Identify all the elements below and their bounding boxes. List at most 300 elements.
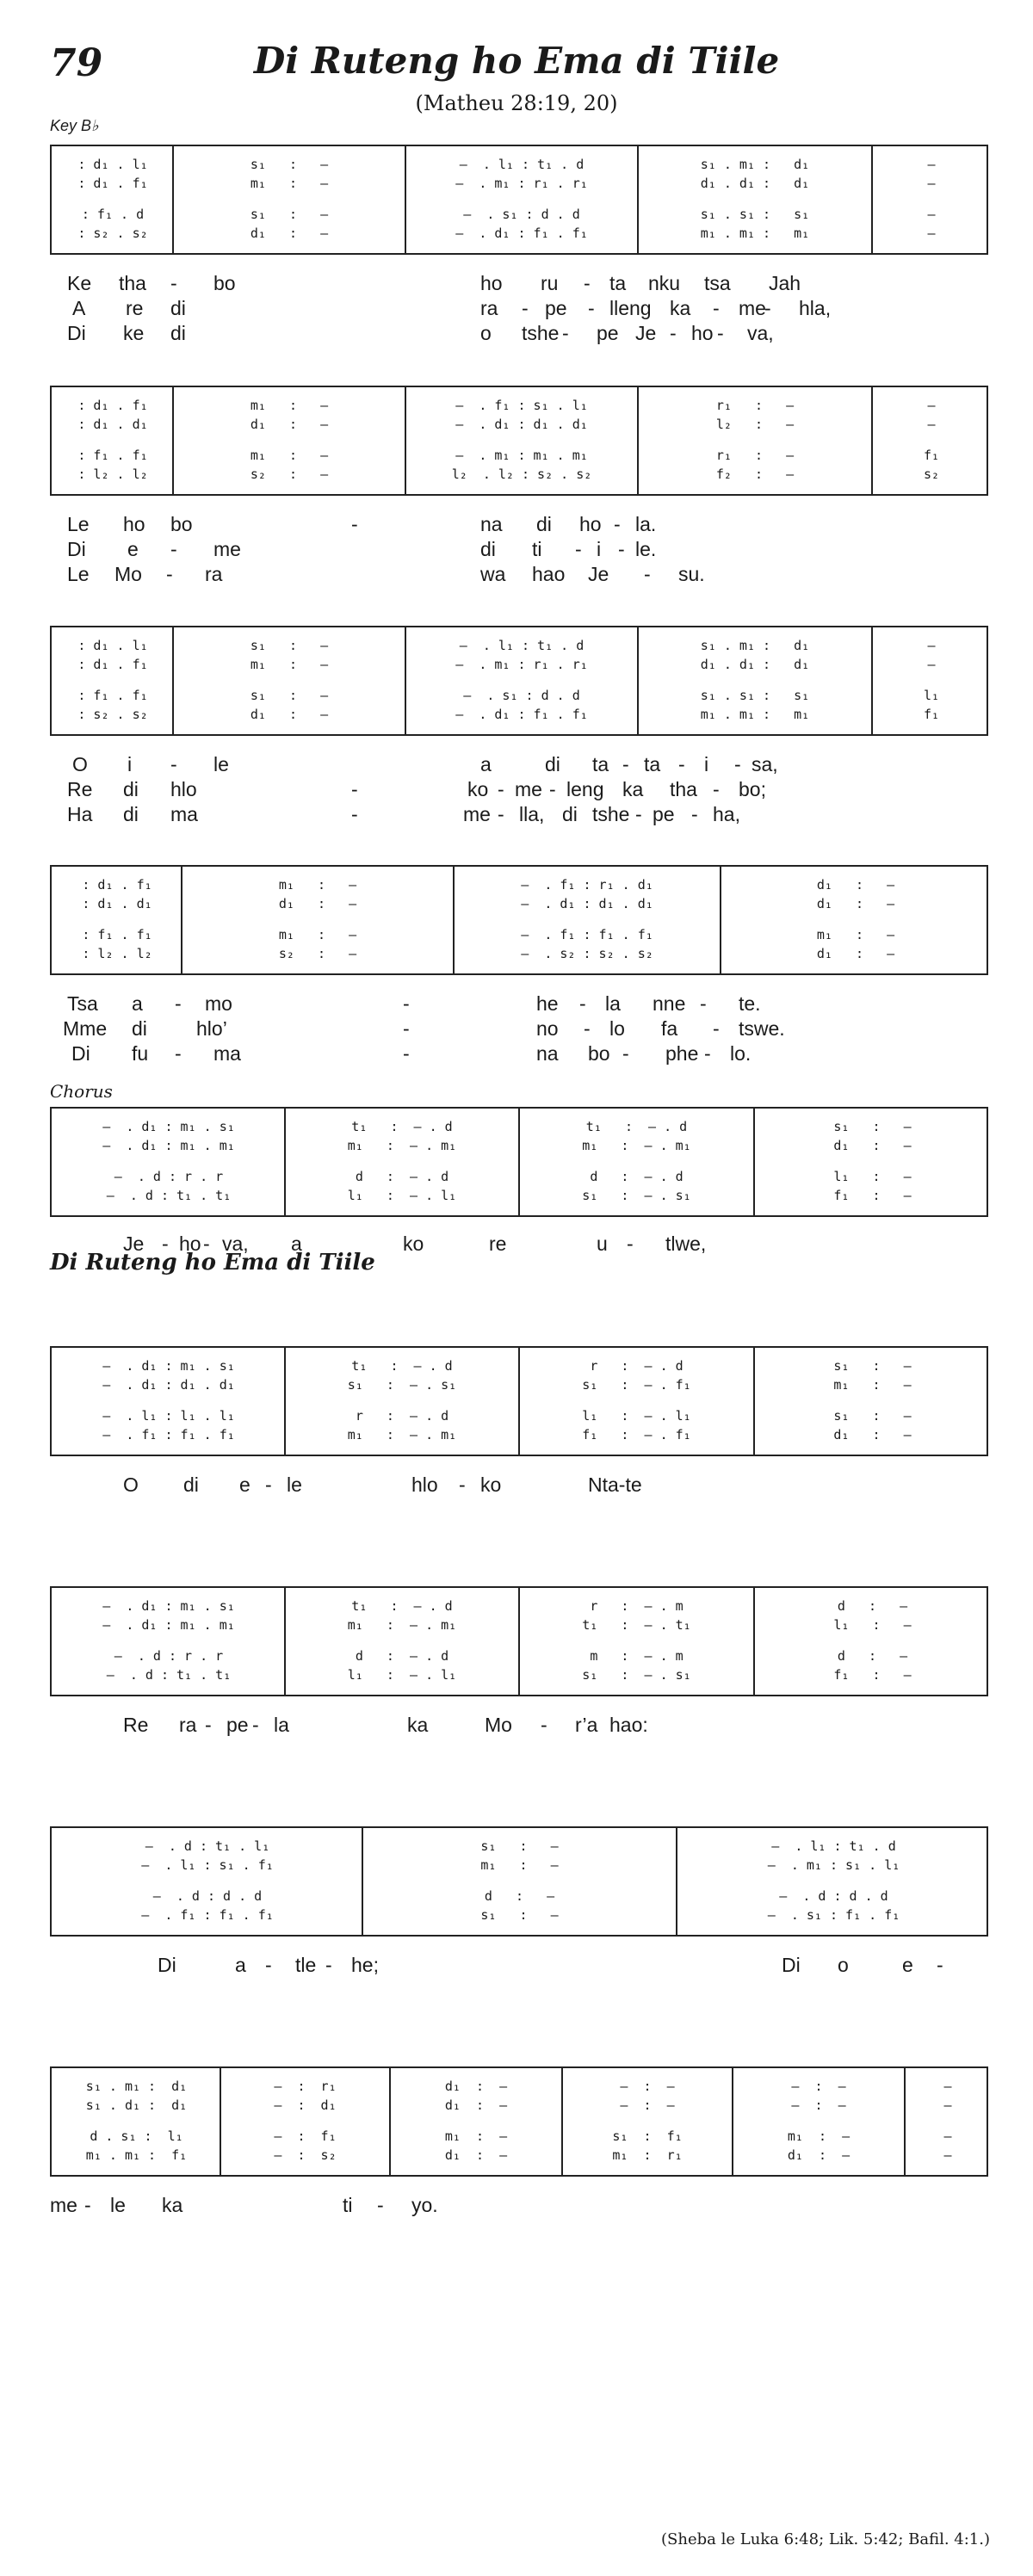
measure bbox=[637, 446, 871, 465]
measure bbox=[561, 2127, 732, 2146]
measure bbox=[52, 2096, 220, 2115]
lyric-syllable: - bbox=[351, 513, 358, 535]
solfa-notes: f₂ : — bbox=[715, 466, 795, 482]
solfa-notes: m₁ . m₁ : m₁ bbox=[700, 707, 810, 722]
lyric-syllable: di bbox=[183, 1473, 199, 1496]
solfa-notes: l₁ : — bbox=[833, 1617, 912, 1633]
bass-part bbox=[52, 2146, 987, 2165]
lyric-syllable: di bbox=[123, 778, 139, 800]
solfa-notes: d₁ . d₁ : d₁ bbox=[700, 657, 810, 672]
solfa-notes: f₁ : – . f₁ bbox=[582, 1427, 691, 1442]
lyric-syllable: - bbox=[170, 272, 177, 294]
lyric-syllable: - bbox=[265, 1473, 272, 1496]
lyric-syllable: tle bbox=[295, 1954, 317, 1976]
measure bbox=[52, 1665, 284, 1684]
lyric-syllable: ha, bbox=[713, 803, 740, 825]
lyric-syllable: la. bbox=[635, 513, 657, 535]
solfa-notes: s₁ : — bbox=[833, 1408, 912, 1424]
lyric-syllable: Di bbox=[782, 1954, 801, 1976]
measure bbox=[52, 2146, 220, 2165]
measure bbox=[389, 2127, 561, 2146]
solfa-notes: : s₂ . s₂ bbox=[77, 225, 148, 241]
lyric-syllable: tshe bbox=[522, 322, 560, 344]
solfa-notes: – . d : t₁ . t₁ bbox=[106, 1188, 232, 1203]
solfa-notes: s₁ : f₁ bbox=[612, 2128, 683, 2144]
lyric-syllable: phe bbox=[665, 1042, 699, 1065]
lyric-syllable: me bbox=[515, 778, 542, 800]
lyric-syllable: - bbox=[584, 272, 591, 294]
lyric-syllable: nku bbox=[648, 272, 681, 294]
lyric-syllable: ta bbox=[644, 753, 661, 775]
lyric-syllable: fu bbox=[132, 1042, 149, 1065]
measure bbox=[637, 465, 871, 484]
solfa-notes: — bbox=[927, 176, 936, 191]
lyric-syllable: su. bbox=[678, 563, 705, 585]
lyric-line bbox=[50, 322, 988, 347]
measure bbox=[52, 415, 172, 434]
solfa-notes: d₁ : — bbox=[833, 1138, 912, 1153]
lyric-syllable: i bbox=[597, 538, 602, 560]
measure bbox=[52, 1356, 284, 1375]
tenor-part bbox=[52, 1887, 987, 1906]
solfa-notes: t₁ : – . d bbox=[351, 1358, 453, 1374]
measure bbox=[172, 396, 405, 415]
lyric-syllable: - bbox=[635, 803, 642, 825]
lyric-syllable: - bbox=[459, 1473, 466, 1496]
lyric-syllable: - bbox=[170, 753, 177, 775]
solfa-notes: r₁ : — bbox=[715, 448, 795, 463]
soprano-part bbox=[52, 396, 987, 415]
measure bbox=[405, 205, 637, 224]
measure bbox=[181, 944, 453, 963]
measure bbox=[52, 705, 172, 724]
measure bbox=[405, 465, 637, 484]
solfa-notes: d₁ . d₁ : d₁ bbox=[700, 176, 810, 191]
lyric-syllable: - bbox=[713, 297, 720, 319]
measure bbox=[52, 1186, 284, 1205]
lyric-syllable: - bbox=[377, 2194, 384, 2216]
solfa-notes: — bbox=[927, 225, 936, 241]
lyric-syllable: - bbox=[627, 1232, 634, 1255]
solfa-notes: – . l₁ : l₁ . l₁ bbox=[102, 1408, 235, 1424]
measure bbox=[52, 1136, 284, 1155]
lyric-syllable: - bbox=[588, 297, 595, 319]
lyric-line bbox=[50, 563, 988, 588]
solfa-notes: – . m₁ : r₁ . r₁ bbox=[455, 176, 588, 191]
solfa-notes: d₁ : — bbox=[444, 2147, 508, 2163]
measure bbox=[871, 396, 990, 415]
measure bbox=[52, 1425, 284, 1444]
lyrics-block bbox=[50, 992, 988, 1067]
lyric-syllable: hao: bbox=[609, 1714, 648, 1736]
measure bbox=[518, 1665, 753, 1684]
lyric-syllable: Je bbox=[588, 563, 609, 585]
lyric-line bbox=[50, 992, 988, 1017]
solfa-notes: — bbox=[927, 417, 936, 432]
tenor-part bbox=[52, 2127, 987, 2146]
measure bbox=[453, 894, 720, 913]
measure bbox=[518, 1375, 753, 1394]
lyrics-block bbox=[50, 272, 988, 347]
lyric-syllable: va, bbox=[747, 322, 774, 344]
measure bbox=[753, 1375, 990, 1394]
lyric-syllable: - bbox=[575, 538, 582, 560]
lyric-syllable: - bbox=[325, 1954, 332, 1976]
solfa-notes: m₁ : — bbox=[787, 2128, 851, 2144]
measure bbox=[753, 1646, 990, 1665]
measure bbox=[52, 894, 181, 913]
lyric-syllable: le. bbox=[635, 538, 657, 560]
measure bbox=[389, 2096, 561, 2115]
solfa-notes: m₁ : — bbox=[816, 927, 895, 942]
measure bbox=[284, 1136, 518, 1155]
lyric-syllable: me bbox=[463, 803, 491, 825]
lyric-syllable: - bbox=[713, 1017, 720, 1040]
measure bbox=[52, 224, 172, 243]
solfa-system bbox=[50, 145, 988, 255]
lyric-syllable: Di bbox=[67, 538, 86, 560]
lyric-syllable: Le bbox=[67, 563, 90, 585]
measure bbox=[871, 415, 990, 434]
measure bbox=[284, 1406, 518, 1425]
lyric-syllable: he; bbox=[351, 1954, 379, 1976]
lyrics-block bbox=[50, 753, 988, 828]
measure bbox=[637, 415, 871, 434]
solfa-notes: — bbox=[943, 2147, 952, 2163]
solfa-notes: – . m₁ : s₁ . l₁ bbox=[767, 1857, 900, 1873]
measure bbox=[453, 944, 720, 963]
solfa-notes: – . s₁ : f₁ . f₁ bbox=[767, 1907, 900, 1923]
measure bbox=[52, 655, 172, 674]
solfa-notes: : d₁ . d₁ bbox=[82, 896, 152, 911]
lyric-syllable: ra bbox=[205, 563, 223, 585]
lyric-syllable: wa bbox=[480, 563, 506, 585]
measure bbox=[52, 1375, 284, 1394]
soprano-part bbox=[52, 875, 987, 894]
solfa-notes: — : — bbox=[791, 2079, 846, 2094]
solfa-notes: – . s₁ : d . d bbox=[463, 207, 580, 222]
lyric-syllable: hlo bbox=[411, 1473, 438, 1496]
lyric-syllable: - bbox=[175, 992, 182, 1015]
lyric-syllable: te. bbox=[739, 992, 761, 1015]
lyric-syllable: - bbox=[541, 1714, 547, 1736]
measure bbox=[518, 1597, 753, 1615]
lyric-syllable: Jah bbox=[769, 272, 801, 294]
lyrics-block bbox=[50, 1232, 988, 1257]
solfa-notes: : d₁ . f₁ bbox=[77, 657, 148, 672]
measure bbox=[753, 1117, 990, 1136]
solfa-notes: – . d : t₁ . l₁ bbox=[145, 1838, 270, 1854]
measure bbox=[405, 705, 637, 724]
lyric-syllable: di bbox=[545, 753, 560, 775]
solfa-notes: m₁ : r₁ bbox=[612, 2147, 683, 2163]
alto-part bbox=[52, 2096, 987, 2115]
bass-part bbox=[52, 1425, 987, 1444]
solfa-notes: m₁ : – . m₁ bbox=[347, 1617, 457, 1633]
measure bbox=[518, 1425, 753, 1444]
lyric-syllable: tsa bbox=[704, 272, 731, 294]
footnote: (Sheba le Luka 6:48; Lik. 5:42; Bafil. 4:1.) bbox=[661, 2530, 990, 2548]
alto-part bbox=[52, 655, 987, 674]
measure bbox=[405, 155, 637, 174]
tenor-part bbox=[52, 1167, 987, 1186]
lyric-syllable: ra bbox=[179, 1714, 197, 1736]
solfa-notes: – . l₁ : t₁ . d bbox=[771, 1838, 896, 1854]
solfa-notes: f₁ bbox=[923, 707, 940, 722]
chorus-label: Chorus bbox=[50, 1081, 113, 1102]
solfa-notes: t₁ : – . d bbox=[351, 1119, 453, 1134]
lyric-line bbox=[50, 513, 988, 538]
solfa-notes: : l₂ . l₂ bbox=[77, 466, 148, 482]
measure bbox=[405, 446, 637, 465]
lyric-syllable: - bbox=[691, 803, 698, 825]
measure bbox=[172, 465, 405, 484]
solfa-notes: f₁ : — bbox=[833, 1667, 912, 1683]
alto-part bbox=[52, 1856, 987, 1875]
lyric-syllable: a bbox=[235, 1954, 246, 1976]
lyric-syllable: - bbox=[205, 1714, 212, 1736]
lyric-syllable: hlo bbox=[170, 778, 197, 800]
solfa-notes: t₁ : – . d bbox=[585, 1119, 688, 1134]
key-signature: Key B♭ bbox=[50, 117, 99, 134]
solfa-notes: — : d₁ bbox=[274, 2097, 337, 2113]
measure bbox=[52, 944, 181, 963]
measure bbox=[284, 1117, 518, 1136]
lyric-syllable: ho bbox=[691, 322, 714, 344]
lyric-syllable: e bbox=[127, 538, 139, 560]
measure bbox=[405, 636, 637, 655]
solfa-notes: l₁ : – . l₁ bbox=[582, 1408, 691, 1424]
solfa-notes: – . d : d . d bbox=[779, 1888, 888, 1904]
solfa-notes: – . s₁ : d . d bbox=[463, 688, 580, 703]
alto-part bbox=[52, 894, 987, 913]
solfa-notes: s₁ . s₁ : s₁ bbox=[700, 207, 810, 222]
lyric-syllable: Di bbox=[71, 1042, 90, 1065]
lyric-line bbox=[50, 1017, 988, 1042]
measure bbox=[904, 2096, 990, 2115]
solfa-notes: s₁ : — bbox=[250, 688, 329, 703]
lyric-syllable: - bbox=[522, 297, 529, 319]
solfa-notes: d₁ : — bbox=[444, 2097, 508, 2113]
solfa-notes: — bbox=[927, 657, 936, 672]
lyric-syllable: - bbox=[265, 1954, 272, 1976]
lyric-syllable: Je bbox=[123, 1232, 145, 1255]
lyric-syllable: re bbox=[126, 297, 144, 319]
measure bbox=[52, 2127, 220, 2146]
solfa-system bbox=[50, 1107, 988, 1217]
measure bbox=[284, 1665, 518, 1684]
measure bbox=[753, 1615, 990, 1634]
measure bbox=[637, 396, 871, 415]
measure bbox=[181, 925, 453, 944]
measure bbox=[52, 174, 172, 193]
measure bbox=[753, 1167, 990, 1186]
lyric-syllable: e bbox=[902, 1954, 913, 1976]
solfa-notes: s₁ : — bbox=[833, 1358, 912, 1374]
lyric-syllable: lla, bbox=[519, 803, 545, 825]
measure bbox=[871, 174, 990, 193]
measure bbox=[52, 465, 172, 484]
lyric-syllable: - bbox=[713, 778, 720, 800]
lyric-syllable: he bbox=[536, 992, 559, 1015]
measure bbox=[220, 2146, 389, 2165]
lyric-syllable: bo; bbox=[739, 778, 766, 800]
measure bbox=[220, 2096, 389, 2115]
solfa-notes: s₁ : — bbox=[833, 1119, 912, 1134]
solfa-notes: : d₁ . f₁ bbox=[82, 877, 152, 893]
lyric-syllable: pe bbox=[226, 1714, 249, 1736]
measure bbox=[753, 1597, 990, 1615]
measure bbox=[518, 1356, 753, 1375]
solfa-notes: d : – . d bbox=[590, 1169, 684, 1184]
lyric-line bbox=[50, 1232, 988, 1257]
solfa-notes: : s₂ . s₂ bbox=[77, 707, 148, 722]
lyric-line bbox=[50, 2194, 988, 2219]
solfa-notes: s₂ bbox=[923, 466, 940, 482]
lyric-line bbox=[50, 297, 988, 322]
measure bbox=[52, 1406, 284, 1425]
solfa-notes: – . d : r . r bbox=[114, 1169, 224, 1184]
lyric-syllable: ka bbox=[407, 1714, 429, 1736]
lyric-syllable: Mo bbox=[485, 1714, 512, 1736]
solfa-notes: s₁ . m₁ : d₁ bbox=[85, 2079, 188, 2094]
solfa-notes: — bbox=[927, 638, 936, 653]
measure bbox=[52, 1646, 284, 1665]
measure bbox=[172, 224, 405, 243]
lyric-syllable: o bbox=[480, 322, 492, 344]
measure bbox=[637, 205, 871, 224]
alto-part bbox=[52, 1615, 987, 1634]
measure bbox=[52, 1856, 362, 1875]
measure bbox=[362, 1887, 676, 1906]
solfa-notes: — bbox=[927, 398, 936, 413]
lyric-syllable: O bbox=[123, 1473, 139, 1496]
tenor-part bbox=[52, 1406, 987, 1425]
measure bbox=[753, 1425, 990, 1444]
measure bbox=[52, 1906, 362, 1924]
measure bbox=[405, 174, 637, 193]
solfa-notes: — bbox=[927, 207, 936, 222]
measure bbox=[284, 1356, 518, 1375]
solfa-notes: d₁ : — bbox=[816, 877, 895, 893]
lyric-syllable: - bbox=[622, 1042, 629, 1065]
solfa-notes: s₂ : — bbox=[250, 466, 329, 482]
lyric-syllable: - bbox=[764, 297, 771, 319]
measure bbox=[52, 1597, 284, 1615]
lyric-syllable: e bbox=[239, 1473, 251, 1496]
solfa-notes: d : — bbox=[837, 1648, 908, 1664]
measure bbox=[220, 2077, 389, 2096]
lyric-syllable: Mme bbox=[63, 1017, 108, 1040]
lyric-syllable: lo. bbox=[730, 1042, 752, 1065]
measure bbox=[753, 1356, 990, 1375]
lyric-syllable: - bbox=[579, 992, 586, 1015]
measure bbox=[220, 2127, 389, 2146]
measure bbox=[52, 1615, 284, 1634]
solfa-notes: f₁ : — bbox=[833, 1188, 912, 1203]
solfa-system bbox=[50, 1346, 988, 1456]
lyric-syllable: no bbox=[536, 1017, 559, 1040]
measure bbox=[405, 224, 637, 243]
measure bbox=[172, 686, 405, 705]
soprano-part bbox=[52, 1356, 987, 1375]
lyric-syllable: di bbox=[123, 803, 139, 825]
solfa-notes: d₁ : — bbox=[250, 225, 329, 241]
lyric-syllable: Tsa bbox=[67, 992, 98, 1015]
lyric-syllable: ta bbox=[609, 272, 627, 294]
lyric-syllable: - bbox=[644, 563, 651, 585]
lyric-syllable: hla, bbox=[799, 297, 832, 319]
lyric-syllable: ti bbox=[343, 2194, 353, 2216]
solfa-notes: – . f₁ : f₁ . f₁ bbox=[141, 1907, 274, 1923]
solfa-notes: m₁ : — bbox=[250, 448, 329, 463]
solfa-notes: m₁ : — bbox=[444, 2128, 508, 2144]
solfa-system bbox=[50, 626, 988, 736]
lyric-syllable: ho bbox=[123, 513, 145, 535]
solfa-notes: m₁ : – . m₁ bbox=[347, 1138, 457, 1153]
lyric-syllable: - bbox=[678, 753, 685, 775]
solfa-notes: — : — bbox=[620, 2079, 675, 2094]
solfa-notes: d₁ : — bbox=[250, 417, 329, 432]
solfa-notes: s₁ . m₁ : d₁ bbox=[700, 638, 810, 653]
solfa-notes: – . l₁ : s₁ . f₁ bbox=[141, 1857, 274, 1873]
measure bbox=[676, 1887, 990, 1906]
tenor-part bbox=[52, 446, 987, 465]
solfa-notes: : d₁ . f₁ bbox=[77, 398, 148, 413]
lyric-syllable: ti bbox=[532, 538, 542, 560]
solfa-notes: – . d : d . d bbox=[152, 1888, 263, 1904]
bass-part bbox=[52, 1186, 987, 1205]
lyric-syllable: ka bbox=[162, 2194, 183, 2216]
solfa-notes: — bbox=[943, 2097, 952, 2113]
lyric-syllable: - bbox=[704, 1042, 711, 1065]
solfa-notes: s₁ : — bbox=[480, 1838, 559, 1854]
solfa-system bbox=[50, 1586, 988, 1696]
lyric-syllable: - bbox=[166, 563, 173, 585]
solfa-notes: l₁ : — bbox=[833, 1169, 912, 1184]
lyric-syllable: ko bbox=[480, 1473, 502, 1496]
measure bbox=[904, 2077, 990, 2096]
lyric-syllable: ma bbox=[170, 803, 198, 825]
solfa-notes: – . m₁ : m₁ . m₁ bbox=[455, 448, 588, 463]
bass-part bbox=[52, 1665, 987, 1684]
solfa-notes: — : r₁ bbox=[274, 2079, 337, 2094]
solfa-notes: s₁ : — bbox=[250, 157, 329, 172]
lyric-syllable: - bbox=[203, 1232, 210, 1255]
lyric-syllable: a bbox=[480, 753, 492, 775]
lyric-syllable: na bbox=[480, 513, 503, 535]
bass-part bbox=[52, 944, 987, 963]
soprano-part bbox=[52, 1117, 987, 1136]
alto-part bbox=[52, 174, 987, 193]
solfa-notes: – . d₁ : m₁ . s₁ bbox=[102, 1598, 235, 1614]
solfa-notes: – . l₁ : t₁ . d bbox=[459, 638, 585, 653]
lyric-syllable: me bbox=[739, 297, 766, 319]
measure bbox=[362, 1906, 676, 1924]
measure bbox=[904, 2146, 990, 2165]
solfa-notes: f₁ bbox=[923, 448, 940, 463]
solfa-notes: – . s₂ : s₂ . s₂ bbox=[521, 946, 653, 961]
lyric-syllable: ko bbox=[403, 1232, 424, 1255]
measure bbox=[871, 686, 990, 705]
solfa-notes: d₁ : — bbox=[816, 946, 895, 961]
lyric-syllable: Di bbox=[158, 1954, 176, 1976]
alto-part bbox=[52, 1136, 987, 1155]
solfa-notes: s₁ . s₁ : s₁ bbox=[700, 688, 810, 703]
measure bbox=[181, 894, 453, 913]
solfa-notes: d . s₁ : l₁ bbox=[90, 2128, 183, 2144]
measure bbox=[732, 2127, 904, 2146]
